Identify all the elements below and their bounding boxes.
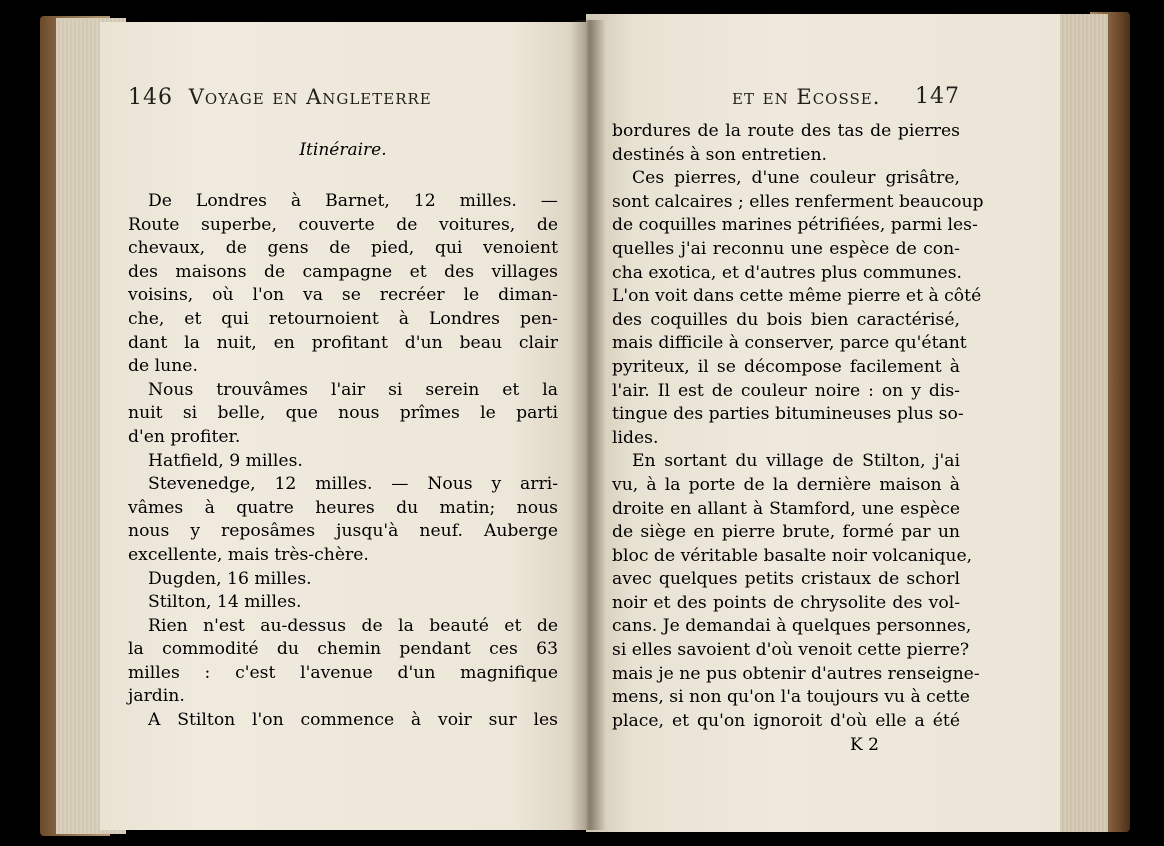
text-line: vâmes à quatre heures du matin; nous: [128, 497, 558, 518]
right-body: [612, 120, 984, 733]
text-line: de siège en pierre brute, formé par un: [612, 522, 960, 543]
text-line: milles : c'est l'avenue d'un magnifique: [128, 662, 558, 683]
text-line: destinés à son entretien.: [612, 144, 827, 165]
section-subtitle: Itinéraire.: [299, 140, 387, 160]
text-line: mais difficile à conserver, parce qu'étant: [612, 333, 967, 354]
text-line: Stevenedge, 12 milles. — Nous y arri-: [148, 474, 558, 495]
text-line: dant la nuit, en profitant d'un beau clair: [128, 332, 558, 353]
running-head-left: Voyage en Angleterre: [188, 85, 432, 109]
text-line: cha exotica, et d'autres plus communes.: [612, 262, 963, 283]
text-line: des maisons de campagne et des villages: [128, 261, 558, 282]
text-line: chevaux, de gens de pied, qui venoient: [128, 238, 558, 259]
text-line: sont calcaires ; elles renferment beaucoup: [612, 191, 984, 212]
text-line: quelles j'ai reconnu une espèce de con-: [612, 238, 960, 259]
text-line: bordures de la route des tas de pierres: [612, 121, 960, 141]
text-line: si elles savoient d'où venoit cette pierre?: [612, 640, 970, 661]
text-line: voisins, où l'on va se recréer le diman-: [128, 285, 558, 306]
text-line: l'air. Il est de couleur noire : on y dis-: [612, 380, 960, 401]
text-line: d'en profiter.: [128, 426, 241, 447]
text-line: A Stilton l'on commence à voir sur les: [148, 710, 558, 731]
text-line: des coquilles du bois bien caractérisé,: [612, 309, 960, 330]
left-page-text: [128, 82, 558, 733]
text-line: place, et qu'on ignoroit d'où elle a été: [612, 710, 960, 731]
book-gutter: [570, 20, 606, 830]
running-head-right: et en Ecosse.: [732, 85, 881, 109]
text-line: droite en allant à Stamford, une espèce: [612, 498, 960, 519]
text-line: noir et des points de chrysolite des vol-: [612, 592, 960, 613]
text-line: Rien n'est au-dessus de la beauté et de: [148, 615, 558, 636]
text-line: Nous trouvâmes l'air si serein et la: [148, 379, 558, 400]
text-line: nuit si belle, que nous prîmes le parti: [128, 403, 558, 424]
text-line: cans. Je demandai à quelques personnes,: [612, 616, 972, 637]
text-line: pyriteux, il se décompose facilement à: [612, 356, 960, 377]
text-line: lides.: [612, 427, 659, 448]
text-line: Ces pierres, d'une couleur grisâtre,: [632, 168, 960, 189]
text-line: Stilton, 14 milles.: [148, 592, 302, 613]
signature-mark: K 2: [850, 735, 879, 756]
text-line: avec quelques petits cristaux de schorl: [612, 569, 960, 590]
text-line: tingue des parties bitumineuses plus so-: [612, 404, 964, 425]
text-line: Hatfield, 9 milles.: [148, 450, 303, 471]
left-body: [128, 190, 558, 733]
text-line: mens, si non qu'on l'a toujours vu à cette: [612, 687, 970, 708]
text-line: che, et qui retournoient à Londres pen-: [128, 308, 558, 329]
text-line: jardin.: [128, 686, 185, 707]
text-line: bloc de véritable basalte noir volcanique,: [612, 545, 973, 566]
text-line: vu, à la porte de la dernière maison à: [612, 474, 960, 495]
left-running-head: [128, 82, 558, 112]
text-line: Dugden, 16 milles.: [148, 568, 312, 589]
text-line: Route superbe, couverte de voitures, de: [128, 214, 558, 235]
text-line: de lune.: [128, 356, 198, 377]
text-line: L'on voit dans cette même pierre et à côté: [612, 286, 982, 307]
right-page-text: [612, 82, 984, 756]
page-number-left: 146: [128, 85, 173, 110]
text-line: nous y reposâmes jusqu'à neuf. Auberge: [128, 521, 558, 542]
text-line: mais je ne pus obtenir d'autres renseigne-: [612, 663, 980, 684]
text-line: de coquilles marines pétrifiées, parmi les-: [612, 215, 978, 236]
text-line: De Londres à Barnet, 12 milles. —: [148, 191, 558, 211]
right-running-head: [612, 82, 960, 112]
text-line: la commodité du chemin pendant ces 63: [128, 639, 558, 660]
text-line: En sortant du village de Stilton, j'ai: [632, 451, 960, 472]
text-line: excellente, mais très-chère.: [128, 544, 369, 565]
page-number-right: 147: [915, 84, 960, 109]
